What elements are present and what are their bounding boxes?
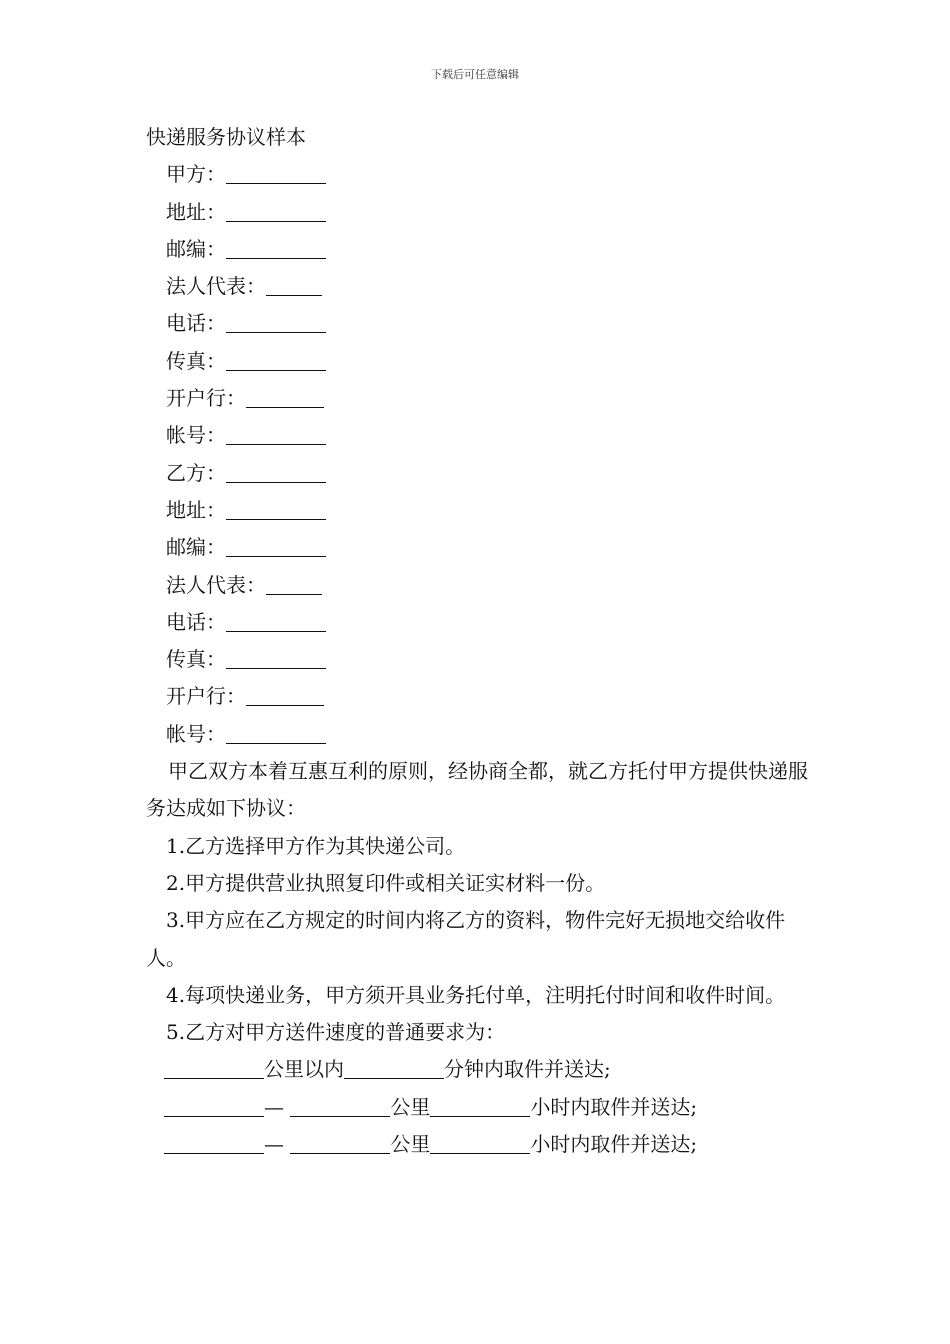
fill-blank[interactable] (226, 310, 326, 333)
speed-text: 公里以内 (264, 1057, 344, 1082)
field-label: 地址： (166, 497, 226, 522)
clause-5: 5.乙方对甲方送件速度的普通要求为： (166, 1020, 506, 1045)
speed-dash: — (264, 1094, 284, 1119)
party-b-legal-rep-field (146, 567, 816, 604)
field-label: 邮编： (166, 236, 226, 261)
document-body (146, 119, 816, 1163)
speed-text: 小时内取件并送达; (530, 1132, 698, 1157)
fill-blank[interactable] (226, 348, 326, 371)
fill-blank[interactable] (290, 1131, 390, 1154)
field-label: 开户行： (166, 386, 246, 411)
party-b-postcode-field (146, 529, 816, 566)
field-label: 传真： (166, 348, 226, 373)
speed-dash: — (264, 1132, 284, 1157)
speed-requirement-line-3 (146, 1126, 816, 1163)
field-label: 法人代表： (166, 274, 266, 299)
fill-blank[interactable] (226, 161, 326, 184)
fill-blank[interactable] (226, 609, 326, 632)
field-label: 甲方： (166, 162, 226, 187)
field-label: 法人代表： (166, 572, 266, 597)
field-label: 电话： (166, 609, 226, 634)
clause-2: 2.甲方提供营业执照复印件或相关证实材料一份。 (166, 870, 606, 895)
party-b-address-field (146, 492, 816, 529)
field-label: 邮编： (166, 535, 226, 560)
speed-requirement-line-2 (146, 1089, 816, 1126)
field-label: 帐号： (166, 721, 226, 746)
fill-blank[interactable] (226, 199, 326, 222)
fill-blank[interactable] (164, 1094, 264, 1117)
fill-blank[interactable] (226, 460, 326, 483)
fill-blank[interactable] (226, 497, 326, 520)
fill-blank[interactable] (430, 1131, 530, 1154)
party-a-address-field (146, 194, 816, 231)
document-title: 快递服务协议样本 (146, 125, 306, 149)
speed-text: 分钟内取件并送达; (444, 1057, 611, 1082)
fill-blank[interactable] (344, 1056, 444, 1079)
fill-blank[interactable] (226, 422, 326, 445)
fill-blank[interactable] (226, 646, 326, 669)
party-a-bank-field (146, 380, 816, 417)
fill-blank[interactable] (266, 273, 322, 296)
party-a-name-field (146, 156, 816, 193)
clause-3: 3.甲方应在乙方规定的时间内将乙方的资料，物件完好无损地交给收件人。 (146, 908, 786, 970)
fill-blank[interactable] (226, 236, 326, 259)
fill-blank[interactable] (266, 572, 322, 595)
party-a-fax-field (146, 343, 816, 380)
fill-blank[interactable] (164, 1131, 264, 1154)
speed-text: 公里 (390, 1132, 431, 1157)
field-label: 帐号： (166, 423, 226, 448)
party-b-fax-field (146, 641, 816, 678)
fill-blank[interactable] (246, 385, 324, 408)
fill-blank[interactable] (290, 1094, 390, 1117)
party-b-account-field (146, 716, 816, 753)
fill-blank[interactable] (226, 534, 326, 557)
party-b-bank-field (146, 678, 816, 715)
fill-blank[interactable] (246, 683, 324, 706)
field-label: 开户行： (166, 684, 246, 709)
field-label: 地址： (166, 199, 226, 224)
party-b-name-field (146, 455, 816, 492)
party-a-legal-rep-field (146, 268, 816, 305)
party-b-phone-field (146, 604, 816, 641)
clause-4: 4.每项快递业务，甲方须开具业务托付单，注明托付时间和收件时间。 (166, 982, 786, 1007)
speed-text: 公里 (390, 1094, 431, 1119)
speed-text: 小时内取件并送达; (530, 1094, 698, 1119)
intro-paragraph: 甲乙双方本着互惠互利的原则，经协商全都，就乙方托付甲方提供快递服务达成如下协议： (146, 759, 808, 821)
page-header: 下载后可任意编辑 (431, 68, 519, 81)
fill-blank[interactable] (226, 721, 326, 744)
clause-1: 1.乙方选择甲方作为其快递公司。 (166, 833, 466, 858)
field-label: 乙方： (166, 460, 226, 485)
party-a-phone-field (146, 305, 816, 342)
party-a-postcode-field (146, 231, 816, 268)
fill-blank[interactable] (164, 1056, 264, 1079)
party-a-account-field (146, 417, 816, 454)
field-label: 电话： (166, 311, 226, 336)
fill-blank[interactable] (430, 1094, 530, 1117)
field-label: 传真： (166, 647, 226, 672)
speed-requirement-line-1 (146, 1051, 816, 1088)
